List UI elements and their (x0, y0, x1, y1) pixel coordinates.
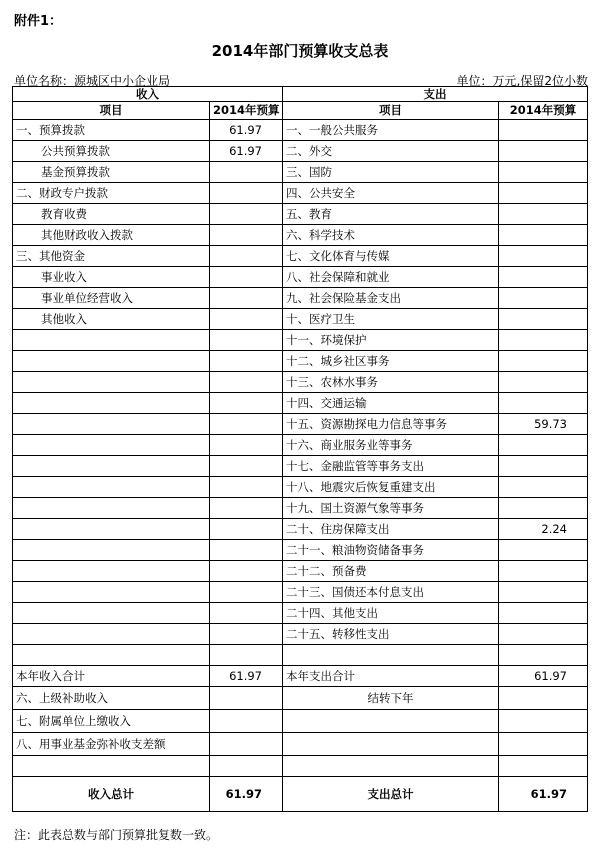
expense-item-label: 十六、商业服务业等事务 (283, 435, 499, 456)
income-total-label: 收入总计 (13, 777, 210, 812)
unit-name: 单位名称：源城区中小企业局 (14, 74, 171, 88)
income-item-value (210, 288, 283, 309)
table-row (13, 540, 588, 561)
income-empty-cell (210, 561, 283, 582)
expense-item-label: 六、科学技术 (283, 225, 499, 246)
income-subtotal-value: 61.97 (210, 666, 283, 687)
table-row (13, 225, 588, 246)
income-empty-cell (13, 624, 210, 645)
expense-item-label: 一、一般公共服务 (283, 120, 499, 141)
income-total-value: 61.97 (210, 777, 283, 812)
expense-item-value (499, 162, 588, 183)
empty-cell (13, 645, 210, 666)
income-empty-cell (13, 561, 210, 582)
expense-section-header: 支出 (283, 87, 588, 102)
expense-item-label: 九、社会保险基金支出 (283, 288, 499, 309)
column-header-row (13, 102, 588, 120)
table-row (13, 372, 588, 393)
income-item-label: 基金预算拨款 (13, 162, 210, 183)
income-item-value: 61.97 (210, 141, 283, 162)
income-item-label: 其他财政收入拨款 (13, 225, 210, 246)
income-empty-cell (210, 372, 283, 393)
expense-item-label: 二十三、国债还本付息支出 (283, 582, 499, 603)
expense-item-value (499, 540, 588, 561)
expense-item-value (499, 477, 588, 498)
expense-item-label: 十二、城乡社区事务 (283, 351, 499, 372)
table-row (13, 519, 588, 540)
table-row (13, 603, 588, 624)
table-row (13, 645, 588, 666)
income-empty-cell (13, 435, 210, 456)
income-item-value (210, 246, 283, 267)
expense-item-value (499, 372, 588, 393)
expense-empty-cell (499, 687, 588, 710)
expense-item-value (499, 582, 588, 603)
income-empty-cell (13, 603, 210, 624)
income-empty-cell (210, 540, 283, 561)
income-item-value (210, 183, 283, 204)
income-item-label: 六、上级补助收入 (13, 687, 210, 710)
empty-cell (499, 645, 588, 666)
income-item-value: 61.97 (210, 120, 283, 141)
expense-item-label: 十九、国土资源气象等事务 (283, 498, 499, 519)
expense-subtotal-label: 本年支出合计 (283, 666, 499, 687)
income-empty-cell (13, 477, 210, 498)
expense-item-label: 二十四、其他支出 (283, 603, 499, 624)
income-empty-cell (210, 687, 283, 710)
income-item-value (210, 204, 283, 225)
expense-item-value (499, 225, 588, 246)
income-empty-cell (210, 624, 283, 645)
expense-empty-cell (283, 710, 499, 733)
expense-item-label: 十五、资源勘探电力信息等事务 (283, 414, 499, 435)
expense-item-value (499, 309, 588, 330)
page-title: 2014年部门预算收支总表 (211, 42, 389, 60)
expense-subtotal-value: 61.97 (499, 666, 588, 687)
table-row (13, 288, 588, 309)
expense-empty-cell (499, 733, 588, 756)
income-empty-cell (13, 498, 210, 519)
empty-cell (499, 756, 588, 777)
income-empty-cell (210, 582, 283, 603)
table-row (13, 435, 588, 456)
income-item-value (210, 162, 283, 183)
income-empty-cell (210, 330, 283, 351)
table-row (13, 498, 588, 519)
income-item-value (210, 309, 283, 330)
income-empty-cell (210, 733, 283, 756)
expense-item-value (499, 624, 588, 645)
table-row (13, 309, 588, 330)
expense-total-label: 支出总计 (283, 777, 499, 812)
expense-item-value (499, 246, 588, 267)
expense-item-label: 二、外交 (283, 141, 499, 162)
table-row (13, 561, 588, 582)
expense-item-label: 五、教育 (283, 204, 499, 225)
expense-item-label: 十、医疗卫生 (283, 309, 499, 330)
table-row (13, 733, 588, 756)
expense-item-label: 四、公共安全 (283, 183, 499, 204)
expense-item-label: 二十、住房保障支出 (283, 519, 499, 540)
income-item-label: 七、附属单位上缴收入 (13, 710, 210, 733)
table-row (13, 330, 588, 351)
income-empty-cell (13, 351, 210, 372)
empty-cell (13, 756, 210, 777)
expense-item-value (499, 393, 588, 414)
table-row (13, 710, 588, 733)
table-row (13, 351, 588, 372)
empty-cell (283, 645, 499, 666)
expense-budget-header: 2014年预算 (499, 102, 588, 120)
table-row (13, 477, 588, 498)
income-empty-cell (210, 477, 283, 498)
table-row (13, 624, 588, 645)
table-row (13, 204, 588, 225)
expense-item-label: 十三、农林水事务 (283, 372, 499, 393)
income-budget-header: 2014年预算 (210, 102, 283, 120)
expense-item-value (499, 561, 588, 582)
expense-item-label: 二十五、转移性支出 (283, 624, 499, 645)
income-empty-cell (13, 540, 210, 561)
table-row (13, 267, 588, 288)
income-empty-cell (13, 519, 210, 540)
expense-item-value (499, 288, 588, 309)
expense-item-value (499, 603, 588, 624)
income-empty-cell (210, 435, 283, 456)
table-row (13, 246, 588, 267)
expense-item-value (499, 351, 588, 372)
income-item-label: 三、其他资金 (13, 246, 210, 267)
table-row (13, 414, 588, 435)
carry-forward-label: 结转下年 (283, 687, 499, 710)
expense-item-label: 三、国防 (283, 162, 499, 183)
expense-empty-cell (499, 710, 588, 733)
expense-item-value (499, 183, 588, 204)
income-empty-cell (210, 393, 283, 414)
income-item-value (210, 267, 283, 288)
income-item-label: 事业单位经营收入 (13, 288, 210, 309)
income-item-label: 事业收入 (13, 267, 210, 288)
income-empty-cell (13, 372, 210, 393)
table-row (13, 120, 588, 141)
income-empty-cell (13, 330, 210, 351)
table-row (13, 162, 588, 183)
income-empty-cell (210, 351, 283, 372)
income-empty-cell (13, 582, 210, 603)
income-item-label: 其他收入 (13, 309, 210, 330)
expense-item-value (499, 498, 588, 519)
empty-cell (283, 756, 499, 777)
income-empty-cell (210, 710, 283, 733)
income-subtotal-label: 本年收入合计 (13, 666, 210, 687)
unit-measure: 单位：万元,保留2位小数 (456, 74, 588, 88)
income-empty-cell (13, 393, 210, 414)
income-empty-cell (13, 414, 210, 435)
attachment-label: 附件1： (14, 14, 63, 29)
income-section-header: 收入 (13, 87, 283, 102)
income-empty-cell (210, 603, 283, 624)
expense-empty-cell (283, 733, 499, 756)
footnote: 注：此表总数与部门预算批复数一致。 (14, 828, 219, 842)
expense-item-value (499, 435, 588, 456)
expense-item-label: 八、社会保障和就业 (283, 267, 499, 288)
expense-item-value (499, 456, 588, 477)
expense-item-label: 十四、交通运输 (283, 393, 499, 414)
expense-item-label: 七、文化体育与传媒 (283, 246, 499, 267)
expense-item-header: 项目 (283, 102, 499, 120)
empty-cell (210, 756, 283, 777)
expense-item-label: 十八、地震灾后恢复重建支出 (283, 477, 499, 498)
expense-item-value (499, 204, 588, 225)
table-row (13, 756, 588, 777)
expense-item-label: 二十二、预备费 (283, 561, 499, 582)
expense-item-value (499, 120, 588, 141)
table-row (13, 687, 588, 710)
expense-item-value (499, 141, 588, 162)
income-empty-cell (210, 456, 283, 477)
expense-item-value: 59.73 (499, 414, 588, 435)
table-row (13, 183, 588, 204)
income-item-header: 项目 (13, 102, 210, 120)
income-item-value (210, 225, 283, 246)
income-item-label: 二、财政专户拨款 (13, 183, 210, 204)
income-item-label: 八、用事业基金弥补收支差额 (13, 733, 210, 756)
total-row (13, 777, 588, 812)
empty-cell (210, 645, 283, 666)
expense-item-value (499, 267, 588, 288)
income-empty-cell (13, 456, 210, 477)
expense-total-value: 61.97 (499, 777, 588, 812)
table-row (13, 456, 588, 477)
expense-item-label: 十一、环境保护 (283, 330, 499, 351)
expense-item-label: 十七、金融监管等事务支出 (283, 456, 499, 477)
table-row (13, 141, 588, 162)
budget-table (12, 86, 588, 812)
expense-item-label: 二十一、粮油物资储备事务 (283, 540, 499, 561)
income-empty-cell (210, 414, 283, 435)
income-item-label: 公共预算拨款 (13, 141, 210, 162)
subtotal-row (13, 666, 588, 687)
table-row (13, 393, 588, 414)
expense-item-value (499, 330, 588, 351)
income-empty-cell (210, 519, 283, 540)
expense-item-value: 2.24 (499, 519, 588, 540)
income-empty-cell (210, 498, 283, 519)
income-item-label: 教育收费 (13, 204, 210, 225)
table-row (13, 582, 588, 603)
income-item-label: 一、预算拨款 (13, 120, 210, 141)
section-header-row (13, 87, 588, 102)
